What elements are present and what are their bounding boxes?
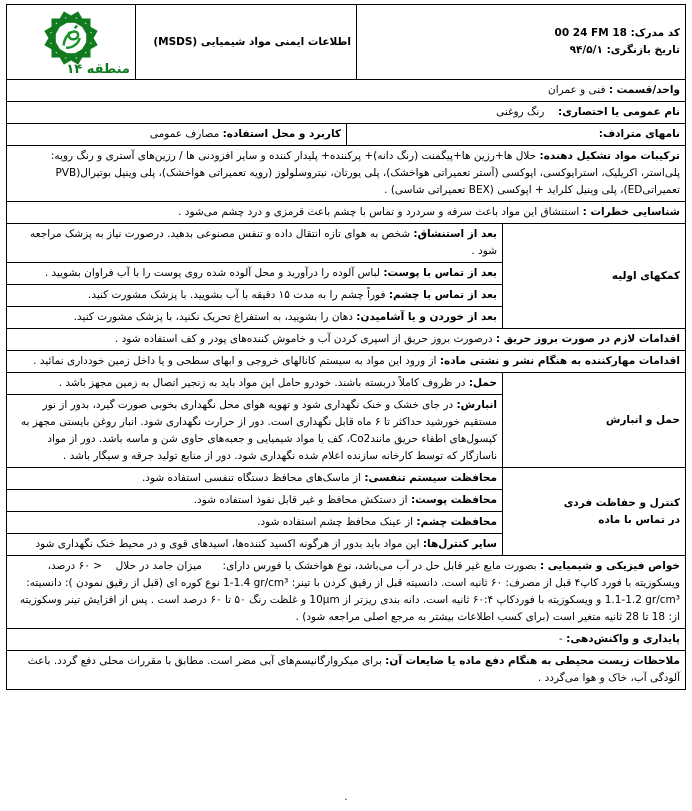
first-aid-row-1 xyxy=(6,224,685,263)
usage-label: کاربرد و محل استفاده: xyxy=(222,128,341,141)
first-aid-inhalation-label: بعد از استنشاق: xyxy=(413,228,497,241)
spill-measures-value: از ورود این مواد به سیستم کانالهای خروجی و ابهای سطحی و یا داخل زمین خودداری نمائید . xyxy=(33,355,437,368)
viscosity-min-value: 18 xyxy=(651,611,666,624)
physical-chemical-line4e: ثانیه متغیر است (برای کسب اطلاعات بیشتر به مرجع اصلی مراجعه شود) . xyxy=(295,611,623,624)
document-code-label: کد مدرک: xyxy=(630,27,680,40)
hazard-identification-cell xyxy=(6,202,685,224)
unit-label: واحد/قسمت : xyxy=(608,84,680,97)
protection-row-1 xyxy=(6,468,685,490)
environmental-label: ملاحظات زیست محیطی به هنگام دفع ماده یا ضایعات آن: xyxy=(385,655,680,668)
common-name-label: نام عمومی یا اختصاری: xyxy=(558,106,680,119)
physical-chemical-line3a: دانسیته: xyxy=(26,577,62,590)
protection-item-eye xyxy=(6,512,502,534)
density-before-thinner-value: 1-1.4 gr/cm³ xyxy=(223,577,289,590)
hazard-identification-value: استنشاق این مواد باعث سرفه و سردرد و تماس با چشم باعث قرمزی و درد چشم می‌شود . xyxy=(178,206,580,219)
common-name-cell xyxy=(6,102,685,124)
composition-value: حلال ها+رزین ها+پیگمنت (رنگ دانه)+ پرکننده+ پلیدار کننده و سایر افزودنی ها / رزین‌های آستری و رنگ رویه: پلی‌استر، اکریلیک، استرایوکسی، اپوکسی (آستر تعمیراتی هواخشک)، پلی یورتان، نیتروسلولوز (رویه تعمیراتی هواخشک)، پلی وینیل بوتیرال(PVB تعمیراتیED)، پلی وینیل کلراید + اپوکسی (BEX تعمیراتی شاسی) . xyxy=(50,150,680,197)
transport-label: حمل: xyxy=(468,377,497,390)
physical-chemical-line1a: بصورت مایع غیر قابل حل در آب می‌باشد، نوع هواخشک یا فورس دارای: xyxy=(222,560,537,573)
physical-chemical-cell xyxy=(6,556,685,629)
first-aid-label: کمکهای اولیه xyxy=(503,224,686,329)
physical-chemical-line4c: تا xyxy=(642,611,649,624)
fire-measures-label: اقدامات لازم در صورت بروز حریق : xyxy=(495,333,680,346)
handling-storage-label: حمل و انبارش xyxy=(503,373,686,468)
first-aid-eye-value: فوراً چشم را به مدت ۱۵ دقیقه با آب بشویید. با پزشک مشورت کنید. xyxy=(87,289,386,302)
unit-row xyxy=(6,80,685,102)
fire-measures-cell xyxy=(6,329,685,351)
protection-skin-label: محافظت پوست: xyxy=(410,494,497,507)
first-aid-item-skin xyxy=(6,263,502,285)
first-aid-item-inhalation xyxy=(6,224,502,263)
header-row xyxy=(6,5,685,80)
first-aid-ingestion-label: بعد از خوردن و یا آشامیدن: xyxy=(356,311,497,324)
environmental-cell xyxy=(6,651,685,690)
protection-item-other xyxy=(6,534,502,556)
document-title-cell xyxy=(135,5,356,80)
personal-protection-label xyxy=(503,468,686,556)
physical-chemical-line1c: < ۶۰ درصد، xyxy=(47,560,102,573)
stability-label: پایداری و واکنش‌دهی: xyxy=(566,633,680,646)
msds-table xyxy=(6,4,686,690)
physical-chemical-line4a: افزایش تینر وسکوزیته از: xyxy=(19,594,680,624)
footer-mark: . xyxy=(344,792,348,803)
revision-date-value: ۹۴/۵/۱ xyxy=(569,44,603,57)
physical-chemical-line2a: ویسکوزیته با فورد کاپ۴ قبل از مصرف: ۶۰ ثانیه است. دانسیته قبل از رقیق کردن با تینر: xyxy=(291,577,680,590)
first-aid-item-eye xyxy=(6,285,502,307)
usage-part xyxy=(7,124,346,145)
transport-value: در ظروف کاملاً دربسته باشند. خودرو حامل این مواد باید به زنجیر اتصال به زمین مجهز باشد . xyxy=(58,377,466,390)
usage-value: مصارف عمومی xyxy=(149,128,220,141)
unit-cell xyxy=(6,80,685,102)
common-name-row xyxy=(6,102,685,124)
document-code-value: 00 24 FM 18 xyxy=(554,27,627,40)
synonyms-usage-cell xyxy=(6,124,685,146)
particle-size-value: 10µm xyxy=(309,594,340,607)
transport-cell xyxy=(6,373,502,395)
storage-value: در جای خشک و خنک نگهداری شود و تهویه هوای محل نگهداری بخوبی صورت گیرد، بدور از نور مستقیم خورشید حداکثر تا ۶ ماه قابل نگهداری است. دور از حرارت نگهداری شود. انبار روغن بایستی مجهز به کپسول‌های اطفاء حریق مانندCo2، کف یا مواد شیمیایی و جعبه‌های حاوی شن و ماسه باشد. دور از مواد ناسازگار که توسط کارخانه سازنده اعلام شده نگهداری شود. دور از منابع تولید جرقه و سیگار باشد . xyxy=(20,399,497,463)
viscosity-max-value: 28 xyxy=(625,611,639,624)
physical-chemical-line2c: نوع کوره ای (قبل از رقیق نمودن ): xyxy=(64,577,220,590)
storage-cell xyxy=(6,395,502,468)
spill-measures-cell xyxy=(6,351,685,373)
logo-caption: منطقه ۱۴ xyxy=(66,62,130,77)
protection-respiratory-label: محافظت سیستم تنفسی: xyxy=(364,472,497,485)
protection-item-respiratory xyxy=(6,468,502,490)
synonyms-label: نامهای مترادف: xyxy=(598,128,680,141)
protection-respiratory-value: از ماسک‌های محافظ دستگاه تنفسی استفاده شود. xyxy=(141,472,361,485)
storage-label: انبارش: xyxy=(456,399,497,412)
first-aid-inhalation-value: شخص به هوای تازه انتقال داده و تنفس مصنوعی بدهید. درصورت نیاز به پزشک مراجعه شود . xyxy=(30,228,497,258)
synonyms-part xyxy=(346,124,685,145)
physical-chemical-row xyxy=(6,556,685,629)
first-aid-skin-value: لباس آلوده را درآورید و محل آلوده شده روی پوست را با آب فراوان بشویید . xyxy=(44,267,380,280)
spill-measures-row xyxy=(6,351,685,373)
protection-other-label: سایر کنترل‌ها: xyxy=(422,538,497,551)
personal-protection-label-line2: در تماس با ماده xyxy=(598,513,680,526)
handling-row xyxy=(6,373,685,395)
revision-date-label: تاریخ بازنگری: xyxy=(606,44,680,57)
protection-eye-label: محافظت چشم: xyxy=(416,516,497,529)
spill-measures-label: اقدامات مهارکننده به هنگام نشر و نشتی ماده: xyxy=(439,355,680,368)
first-aid-ingestion-value: دهان را بشویید، به استفراغ تحریک نکنید، با پزشک مشورت کنید. xyxy=(73,311,353,324)
environmental-value: برای میکروارگانیسم‌های آبی مضر است. مطابق با مقررات محلی دفع گردد. باعث آلودگی آب، خاک و هوا می‌گردد . xyxy=(27,655,680,685)
composition-label: ترکیبات مواد تشکیل دهنده: xyxy=(539,150,680,163)
synonyms-usage-row xyxy=(6,124,685,146)
protection-item-skin xyxy=(6,490,502,512)
document-code-line xyxy=(362,25,680,42)
physical-chemical-line3e: و غلظت رنگ ۵۰ تا ۶۰ درصد است . پس از xyxy=(119,594,307,607)
fire-measures-row xyxy=(6,329,685,351)
physical-chemical-line3c: و ویسکوزیته با فوردکاپ ۶۰:۴ ثانیه است. دانه بندی ریزتر از xyxy=(343,594,602,607)
first-aid-skin-label: بعد از تماس با پوست: xyxy=(383,267,497,280)
physical-chemical-label: خواص فیزیکی و شیمیایی : xyxy=(539,560,680,573)
stability-cell xyxy=(6,629,685,651)
composition-row xyxy=(6,146,685,202)
common-name-value: رنگ روغنی xyxy=(496,106,545,119)
stability-value: - xyxy=(559,633,563,646)
document-code-cell xyxy=(356,5,685,80)
fire-measures-value: درصورت بروز حریق از اسپری کردن آب و خاموش کننده‌های پودر و کف استفاده شود . xyxy=(114,333,493,346)
first-aid-item-ingestion xyxy=(6,307,502,329)
municipality-emblem-icon xyxy=(12,7,130,69)
first-aid-eye-label: بعد از تماس با چشم: xyxy=(388,289,497,302)
environmental-row xyxy=(6,651,685,690)
protection-other-value: این مواد باید بدور از هرگونه اکسید کننده‌ها، اسیدهای قوی و در محیط خنک نگهداری شود xyxy=(35,538,420,551)
logo-cell xyxy=(6,5,135,80)
hazard-identification-row xyxy=(6,202,685,224)
unit-value: فنی و عمران xyxy=(548,84,606,97)
protection-skin-value: از دستکش محافظ و غیر قابل نفوذ استفاده شود. xyxy=(193,494,408,507)
personal-protection-label-line1: کنترل و حفاظت فردی xyxy=(563,496,680,509)
density-value: 1.1-1.2 gr/cm³ xyxy=(604,594,680,607)
physical-chemical-line1b: میزان جامد در حلال xyxy=(115,560,202,573)
revision-date-line xyxy=(362,42,680,59)
page-title: اطلاعات ایمنی مواد شیمیایی (MSDS) xyxy=(153,35,351,48)
protection-eye-value: از عینک محافظ چشم استفاده شود. xyxy=(257,516,414,529)
composition-cell xyxy=(6,146,685,202)
hazard-identification-label: شناسایی خطرات : xyxy=(582,206,680,219)
stability-row xyxy=(6,629,685,651)
